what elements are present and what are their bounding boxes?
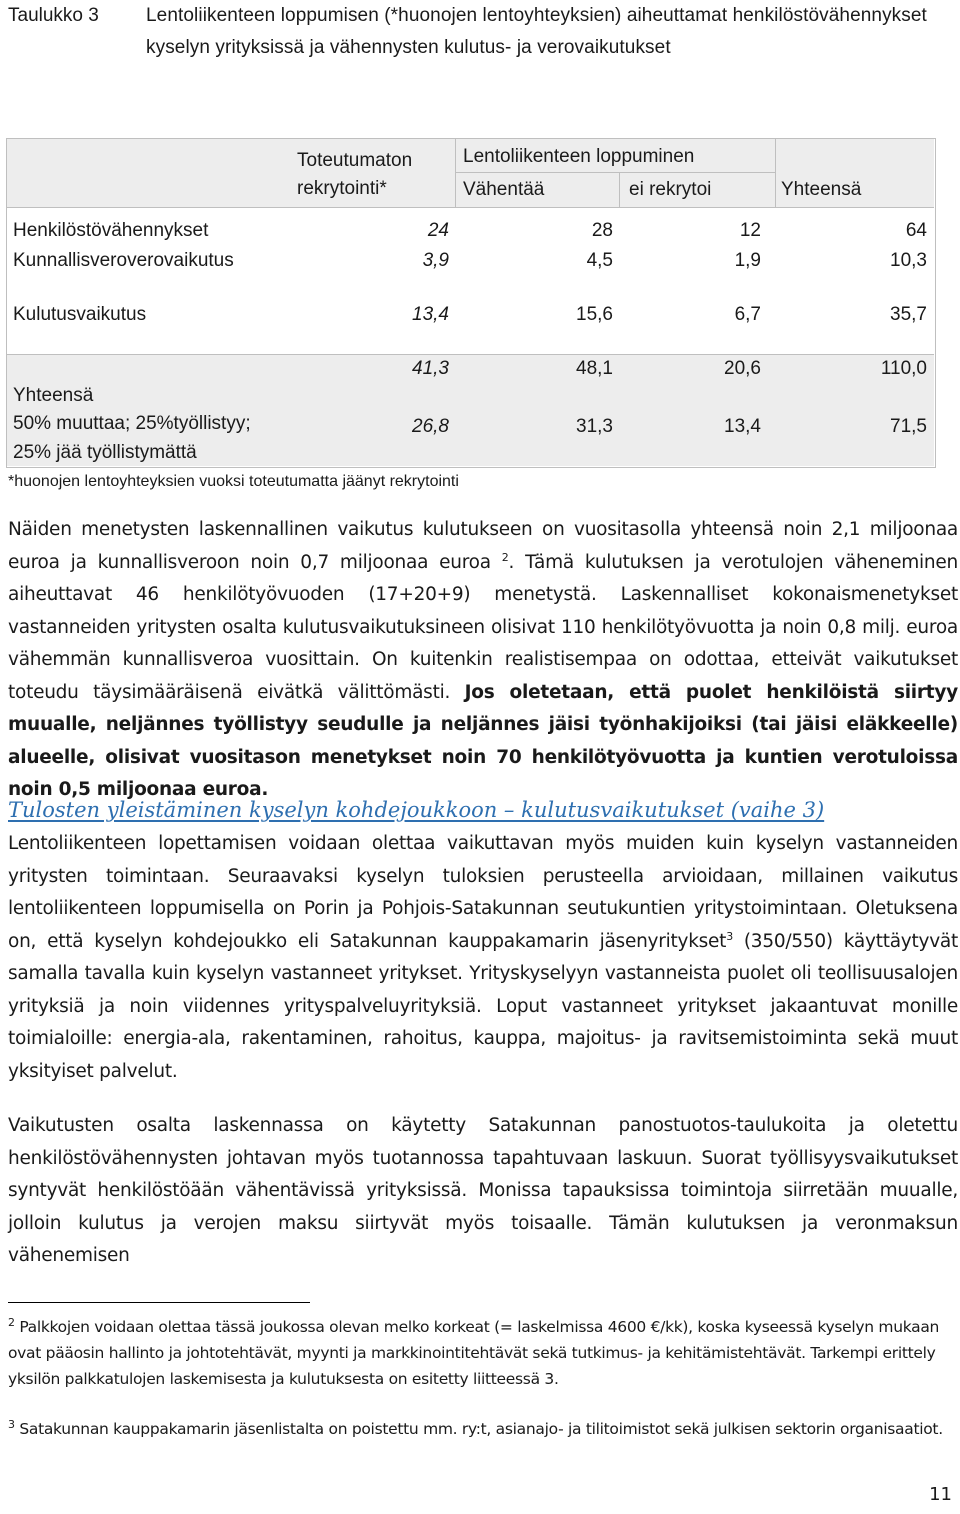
row-label-kunnallisvero: Kunnallisveroverovaikutus (13, 250, 234, 271)
paragraph-3 (8, 1110, 958, 1273)
row5-col2: 31,3 (576, 416, 613, 437)
data-table (6, 138, 936, 468)
footnote-2 (8, 1314, 948, 1392)
footnote-3 (8, 1416, 948, 1442)
row1-col1: 24 (427, 220, 449, 241)
row2-col3: 1,9 (734, 250, 761, 271)
para3-text: Vaikutusten osalta laskennassa on käytetty Satakunnan panostuotos-taulukoita ja oletettu henkilöstövähennysten johtavan myös tuotannossa tapahtuvaan laskuun. Suorat työllisyysvaikutukset syntyvät henkilöstöään vähentävissä yrityksissä. Monissa tapauksissa toimintoja siirretään muualle, jolloin kulutus ja verojen maksu siirtyvät myös toisaalle. Tämän kulutuksen ja veronmaksun vähenemisen (8, 1115, 958, 1266)
para2-text-a: Lentoliikenteen lopettamisen voidaan olettaa vaikuttavan myös muiden kuin kyselyn vastanneiden yritysten toimintaan. Seuraavaksi kyselyn tuloksien perusteella arvioidaan, millainen vaikutus lentoliikenteen loppumisella on Porin ja Pohjois-Satakunnan seutukuntien yritystoimintaan. Oletuksena on, että kyselyn kohdejoukko eli Satakunnan kauppakamarin jäsenyritykset (8, 833, 958, 952)
row2-col2: 4,5 (586, 250, 613, 271)
paragraph-1 (8, 514, 958, 807)
row-label-yhteensa: Yhteensä (13, 385, 94, 406)
row-label-kulutusvaikutus: Kulutusvaikutus (13, 304, 147, 325)
row4-col4: 110,0 (880, 358, 927, 379)
header-vline-1 (455, 139, 456, 207)
row2-col4: 10,3 (890, 250, 927, 271)
row1-col4: 64 (905, 220, 927, 241)
header-col1-line1: Toteutumaton (297, 150, 413, 171)
row1-col2: 28 (591, 220, 613, 241)
row3-col4: 35,7 (890, 304, 927, 325)
table-footnote: *huonojen lentoyhteyksien vuoksi toteutumatta jäänyt rekrytointi (8, 473, 459, 490)
page-number: 11 (929, 1484, 952, 1505)
table-caption-label: Taulukko 3 (8, 5, 99, 26)
row3-col3: 6,7 (734, 304, 761, 325)
totals-top-line (7, 354, 934, 355)
section-heading: Tulosten yleistäminen kyselyn kohdejoukkoon – kulutusvaikutukset (vaihe 3) (8, 798, 825, 822)
footnote-2-number: 2 (8, 1315, 15, 1329)
row-label-henkilostovahennykset: Henkilöstövähennykset (13, 220, 209, 241)
row-label-scenario-line1: 50% muuttaa; 25%työllistyy; (13, 413, 251, 434)
header-col2: Vähentää (463, 179, 545, 200)
footnote-2-text: Palkkojen voidaan olettaa tässä joukossa olevan melko korkeat (= laskelmissa 4600 €/kk), koska kyseessä kyselyn mukaan ovat pääosin hallinto ja johtotehtävät, myynti ja markkinointitehtävät sekä tutkimus- ja kehitämistehtävät. Tarkempi erittely yksilön palkkatulojen laskemisesta ja kulutuksesta on esitetty liitteessä 3. (8, 1318, 940, 1388)
footnote-ref-2: 2 (501, 550, 509, 564)
header-group: Lentoliikenteen loppuminen (463, 146, 695, 167)
header-bottom-line (7, 207, 934, 208)
table-caption-text: Lentoliikenteen loppumisen (*huonojen lentoyhteyksien) aiheuttamat henkilöstövähennykset kyselyn yrityksissä ja vähennysten kulutus- ja verovaikutukset (146, 5, 927, 58)
row4-col2: 48,1 (576, 358, 613, 379)
header-col1-line2: rekrytointi* (297, 178, 387, 199)
row1-col3: 12 (739, 220, 761, 241)
footnote-3-number: 3 (8, 1417, 15, 1431)
header-col3: ei rekrytoi (629, 179, 712, 200)
para1-text-a: Näiden menetysten laskennallinen vaikutus kulutukseen on vuositasolla yhteensä noin 2,1 miljoonaa euroa ja kunnallisveroon noin 0,7 miljoonaa euroa (8, 519, 958, 573)
para1-text-b: . Tämä kulutuksen ja verotulojen väheneminen aiheuttavat 46 henkilötyövuoden (17+20+9) menetystä. Laskennalliset kokonaismenetykset vastanneiden yritysten osalta kulutusvaikutuksineen olisivat 110 henkilötyövuotta ja noin 0,8 milj. euroa vähemmän kunnallisveroa vuosittain. On kuitenkin realistisempaa on odottaa, etteivät vaikutukset toteudu täysimääräisenä eivätkä välittömästi. (8, 551, 958, 703)
header-vline-3 (775, 139, 776, 207)
footnote-rule (8, 1302, 310, 1303)
row2-col1: 3,9 (422, 250, 449, 271)
header-col4: Yhteensä (781, 179, 862, 200)
para1-bold: Jos oletetaan, että puolet henkilöistä siirtyy muualle, neljännes työllistyy seudulle ja neljännes jäisi työnhakijoiksi (tai jäisi eläkkeelle) alueelle, olisivat vuositason menetykset noin 70 henkilötyövuotta ja kuntien verotuloissa noin 0,5 miljoonaa euroa. (8, 681, 958, 800)
row5-col1: 26,8 (412, 416, 449, 437)
row-label-scenario-line2: 25% jää työllistymättä (13, 442, 197, 463)
footnote-ref-3: 3 (726, 929, 733, 943)
row4-col1: 41,3 (412, 358, 449, 379)
para2-text-b: (350/550) käyttäytyvät samalla tavalla kuin kyselyn vastanneet yritykset. Yrityskyselyyn vastanneista puolet oli teollisuusalojen yrityksiä ja noin viidennes yrityspalveluyrityksiä. Loput vastanneet yritykset jakaantuvat monille toimialoille: energia-ala, rakentaminen, rahoitus, kauppa, majoitus- ja ravitsemistoiminta sekä muut yksityiset palvelut. (8, 930, 958, 1082)
footnote-3-text: Satakunnan kauppakamarin jäsenlistalta on poistettu mm. ry:t, asianajo- ja tilitoimistot sekä julkisen sektorin organisaatiot. (14, 1420, 943, 1438)
row5-col3: 13,4 (724, 416, 761, 437)
header-vline-2 (619, 172, 620, 207)
row5-col4: 71,5 (890, 416, 927, 437)
paragraph-2 (8, 828, 958, 1088)
row3-col2: 15,6 (576, 304, 613, 325)
row3-col1: 13,4 (412, 304, 449, 325)
header-divider (455, 172, 775, 173)
row4-col3: 20,6 (724, 358, 761, 379)
